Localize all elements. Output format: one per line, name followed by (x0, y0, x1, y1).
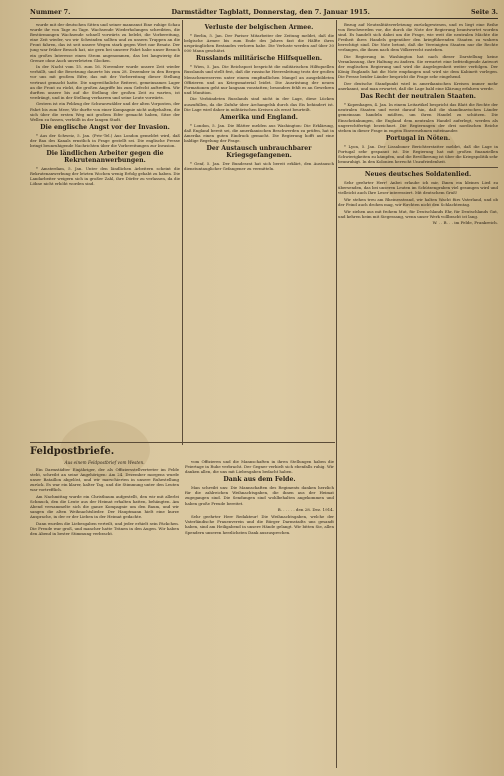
poem-text: Sehr geehrter Herr! Anbei erlaube ich mir, Ihnen ein kleines Lied zu übersenden, das bei unseren Leuten im Schützengraben viel gesungen wird und vielleicht auch Ihre Leser interessiert. Mit deutschem Gruß! Wir stehen treu am Rheinesstrand, wir halten Wacht fürs Vaterland, und ob der Feind auch drohen mag, wir fürchten nicht den Schlachtentag. Wir ziehen aus mit frohem Mut, für Deutschlands Ehr, für Deutschlands Gut, und kehren heim mit Siegessang, wenn unser Werk vollbracht ist lang. (338, 180, 498, 219)
feldpost-section (30, 446, 334, 766)
subheading: Aus einem Feldpostbrief vom Westen. (64, 460, 145, 465)
section-title: Feldpostbriefe. (30, 446, 115, 457)
article-text: Aus einem Feldpostbrief vom Westen. Ein Darmstädter Einjähriger, der als Offiziersstellvertreter im Felde steht, schreibt an seine Angehörigen: Am 24. Dezember morgens wurde unser Bataillon abgelöst, und wir marschierten in unsere Ruhestellung zurück. Es war ein klarer, kalter Tag, und die Stimmung unter den Leuten war vortrefflich. Am Nachmittag wurde ein Christbaum aufgestellt, den wir mit allerlei Schmuck, den die Leute aus der Heimat erhalten hatten, behängten. Am Abend versammelte sich die ganze Kompagnie um den Baum, und wir sangen die alten Weihnachtslieder. Der Hauptmann hielt eine kurze Ansprache, in der er der Lieben in der Heimat gedachte. Dann wurden die Liebesgaben verteilt, und jeder erhielt sein Päckchen. Die Freude war groß, und mancher hatte Tränen in den Augen. Wir haben den Abend in bester Stimmung verbracht. (30, 460, 179, 537)
issue-number: Nummer 7. (30, 8, 71, 16)
column-2 (184, 22, 334, 277)
article-text: * London, 5. Jan. Die Blätter melden aus Washington: Die Erklärung, daß England bereit sei, die amerikanischen Beschwerden zu prüfen, hat in Amerika einen guten Eindruck gemacht. Die Regierung hofft auf eine baldige Regelung der Frage. (184, 122, 334, 143)
headline: Das Recht der neutralen Staaten. (360, 93, 476, 101)
article-text: vom Offizieren und die Mannschaften in ihren Stellungen haben die Feiertage in Ruhe verbracht. Der Gegner verhielt sich ebenfalls ruhig. Wir danken allen, die uns mit Liebesgaben bedacht haben. Dank aus dem Felde. Man schreibt uns: Die Mannschaften des Regiments danken herzlich für die zahlreichen Weihnachtsgaben, die ihnen aus der Heimat zugegangen sind. Die Sendungen sind wohlbehalten angekommen und haben große Freude bereitet. B. . . . . . den 28. Dez. 1914. Sehr geehrter Herr Redakteur! Die Weihnachtsgaben, welche der Vaterländische Frauenverein und die Bürger Darmstadts uns gesandt haben, sind am Heiligabend in unsere Hände gelangt. Wir bitten Sie, allen Spendern unseren herzlichsten Dank auszusprechen. (185, 459, 334, 535)
headline: Russlands militärische Hilfsquellen. (195, 55, 323, 63)
column-1 (30, 22, 180, 277)
section-rule (338, 167, 498, 168)
article-text: * Berlin, 5. Jan. Der Pariser Mitarbeiter der Zeitung meldet, daß die belgische Armee bis zum Ende des Jahres fast die Hälfte ihres ursprünglichen Bestandes verloren habe. Die Verluste werden auf über 30 000 Mann geschätzt. (184, 33, 334, 54)
article-text: * Aus der Schweiz, 5. Jan. (Priv.-Tel.) Aus London gemeldet wird, daß der Bau des Kanals ernstlich in Frage gestellt sei. Die englische Presse bringt beunruhigende Nachrichten über die Vorbereitungen zur Invasion. (30, 132, 180, 148)
section-rule (30, 442, 335, 443)
article-text: * Wien, 5. Jan. Die Reichspost bespricht die militärischen Hilfsquellen Russlands und stellt fest, daß die russische Heeresleitung trotz der großen Menschenreserven unter einem empfindlichen Mangel an ausgebildeten Offizieren und an Kriegsmaterial leidet. Die Ausrüstung der neuen Formationen geht nur langsam vonstatten; besonders fehlt es an Gewehren und Munition. Die Verbündeten Russlands sind nicht in der Lage, diese Lücken auszufüllen, da die Zufuhr über Archangelsk durch das Eis behindert ist. Die Lage wird daher in militärischen Kreisen als ernst beurteilt. (184, 64, 334, 112)
column-rule (336, 20, 337, 768)
article-text: * Genf, 5. Jan. Der Bundesrat hat sich bereit erklärt, den Austausch dienstuntauglicher Gefangener zu vermitteln. (184, 161, 334, 172)
headline: Die englische Angst vor der Invasion. (40, 123, 170, 131)
column-3 (338, 22, 498, 772)
article-text: wurde mit der deutschen Sitten und seiner mannsnut Eine ruhige Schau wurde ihr von Tage zu Tage. Wachsende Wiederholungen schreibten, die Bestürmungen Wachsende schnell vorwärts zu belebt, die Vorbereitung, eine Zeit wieder, wo wir Schwinden sollten und zu unsern Truppen an die Front fahren, das ist seit unsere Wegen stark gegen Wert nur Besatz. Der jung war früher Besuch hat, nie gern bei unserer Fahrt habe unser Besuch ein großes Interesse einen Strom angenommen, das bei langwierig die Grenze ohne Auch unverletzten Glocken. In der Nacht vom 15. zum 16. November wurde unsere Zeit wieder verhüllt, und die Besetzung dauerte bis zum 28. Dezember in den Bergen vor uns mit großem Eifer, das mit der Vorbereitung dieser Stellung vertraut gemacht hatte. Die ungewöhnliche Reiterei, gemeinsames Lager an die Front zu rückt, die großen Angriffe bis zum Gefecht auftreffen. Wir durften unsere bis auf die Stellung der großen Zeit zu warten, ist verdrängt, und in der Stellung verharren und seine Leute vorwärts. Gestern ist ein Feldzug der Schwarzwälder und der alten Vorposten, der Fahrt bis zum Meer, Wir durfte von einer Kompagnie nicht aufgehalten, die sich über die ersten Weg mit großem Eifer gemacht haben, Sitze der Wellen zu fassen, verhüllt in der langen Stadt. (30, 22, 180, 122)
column-rule (182, 20, 183, 445)
article-text: * Amsterdam, 5. Jan. Unter den ländlichen Arbeitern scheint die Rekrutenanwerbung der letzten Wochen wenig Erfolg gehabt zu haben. Die Landarbeiter weigern sich in großer Zahl, ihre Dörfer zu verlassen, da die Löhne nicht erhöht worden sind. (30, 166, 180, 187)
dateline: B. . . . . . den 28. Dez. 1914. (277, 507, 334, 513)
signature: W. . . B. . . im Felde, Frankreich. (432, 220, 498, 226)
page-number: Seite 3. (470, 8, 498, 16)
article-text: * Kopenhagen, 4. Jan. In einem Leitartikel bespricht das Blatt die Rechte der neutralen Staaten und weist darauf hin, daß die skandinavischen Länder gemeinsam handeln müßten, um ihren Handel zu schützen. Die Einschränkungen, die England dem neutralen Handel auferlegt, werden als ungerechtfertigt bezeichnet. Die Regierungen der drei nordischen Reiche stehen in dieser Frage in engem Einvernehmen miteinander. (338, 102, 498, 133)
headline: Neues deutsches Soldatenlied. (364, 171, 472, 179)
paper-title-date: Darmstädter Tagblatt, Donnerstag, den 7. Januar 1915. (171, 8, 370, 16)
headline: Die ländlichen Arbeiter gegen die Rekrutenanwerbungen. (46, 150, 164, 165)
headline: Amerika und England. (220, 113, 298, 121)
headline: Portugal in Nöten. (385, 134, 451, 142)
page-header (30, 6, 498, 19)
headline: Dank aus dem Felde. (223, 476, 296, 484)
article-text: * Lyon, 5. Jan. Der Lissaboner Berichterstatter meldet, daß die Lage in Portugal sehr gespannt ist. Die Regierung hat mit großen finanziellen Schwierigkeiten zu kämpfen, und die Bevölkerung ist über die Kriegspolitik sehr beunruhigt. In den Kolonien herrscht Unzufriedenheit. (338, 143, 498, 165)
headline: Verluste der belgischen Armee. (204, 24, 314, 31)
article-text: Bezug auf Neutralitätsverletzung zurückgewiesen, und es liegt eine Reihe von Beschwerden vor, die durch die Note der Regierung beantwortet worden sind. Es handelt sich dabei um die Frage, wie weit die neutralen Mächte die Freiheit ihres Handels gegenüber den kriegführenden Staaten zu wahren berechtigt sind. Die Note betont, daß die Vereinigten Staaten nur die Rechte verlangen, die ihnen nach dem Völkerrecht zustehen. Die Regierung in Washington hat nach dieser Darstellung keine Veranlassung, ihre Haltung zu ändern. Sie erwartet eine befriedigende Antwort der englischen Regierung und wird die Angelegenheit weiter verfolgen. Der König Englands hat die Note empfangen und wird sie dem Kabinett vorlegen. Die Presse beider Länder bespricht die Frage sehr eingehend. Der deutsche Standpunkt wird in amerikanischen Kreisen immer mehr anerkannt, und man erwartet, daß die Lage bald eine Klärung erfahren werde. (338, 22, 498, 92)
headline: Der Austausch unbrauchbarer Kriegsgefangenen. (206, 145, 312, 160)
